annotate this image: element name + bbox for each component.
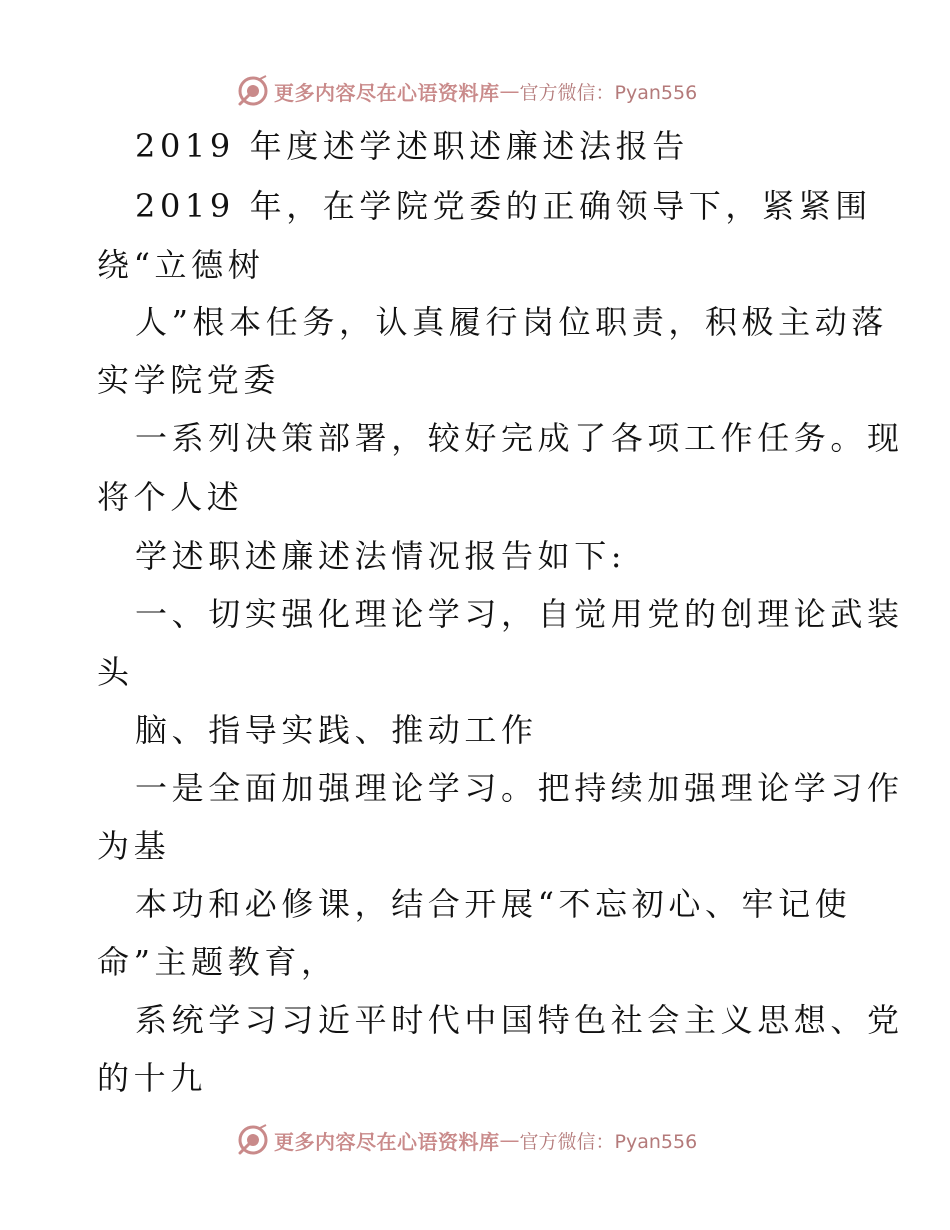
text-line: 为基 [97,827,171,865]
text-line: 脑、指导实践、推动工作 [135,711,538,749]
text-line: 命”主题教育， [97,943,338,981]
text-line: 一系列决策部署，较好完成了各项工作任务。现 [135,419,904,457]
section-heading: 一、切实强化理论学习，自觉用党的创理论武装 [135,595,904,633]
text-line: 头 [97,653,134,691]
text-line: 绕“立德树 [97,246,265,284]
watermark-text: 更多内容尽在心语资料库 [274,80,500,105]
text-line: 2019 年，在学院党委的正确领导下，紧紧围 [135,187,872,225]
text-line: 的十九 [97,1059,207,1097]
watermark-wechat: 官方微信：Pyan556 [519,81,698,104]
watermark-text: 更多内容尽在心语资料库 [274,1129,500,1154]
text-line: 将个人述 [97,478,244,516]
watermark-banner-top [236,73,697,109]
text-line: 实学院党委 [97,361,281,399]
seal-pen-logo-icon [236,74,270,108]
watermark-dash: — [499,1128,520,1152]
text-line: 人”根本任务，认真履行岗位职责，积极主动落 [135,303,888,341]
text-line: 一是全面加强理论学习。把持续加强理论学习作 [135,769,904,807]
watermark-wechat: 官方微信：Pyan556 [519,1130,698,1153]
text-line: 系统学习习近平时代中国特色社会主义思想、党 [135,1001,904,1039]
watermark-banner-bottom [236,1122,697,1158]
text-line: 本功和必修课，结合开展“不忘初心、牢记使 [135,885,852,923]
seal-pen-logo-icon [236,1123,270,1157]
text-line: 学述职述廉述法情况报告如下: [135,537,627,575]
watermark-dash: — [499,79,520,103]
document-title: 2019 年度述学述职述廉述法报告 [135,127,689,165]
